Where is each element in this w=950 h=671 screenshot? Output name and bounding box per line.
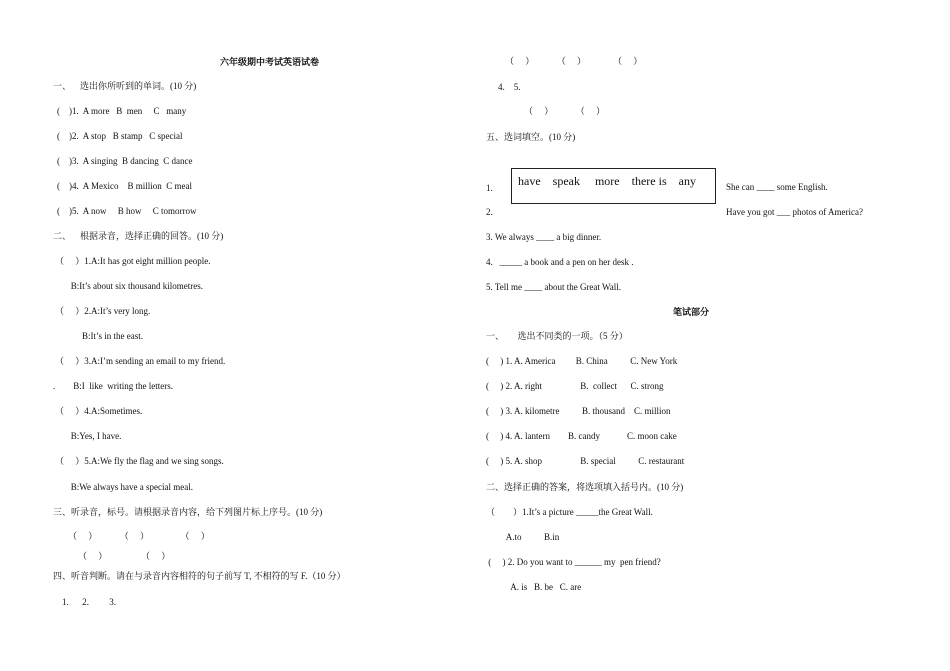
s2-line: B:It’s about six thousand kilometres.: [55, 281, 203, 291]
s2-line: （ ）4.A:Sometimes.: [55, 406, 143, 416]
w2-line: ( ) 2. Do you want to ______ my pen friend?: [486, 557, 661, 567]
s2-line: . B:I like writing the letters.: [53, 381, 173, 391]
s2-line: （ ）5.A:We fly the flag and we sing songs.: [55, 456, 224, 466]
s4-numbers: 1. 2. 3.: [62, 597, 116, 607]
w2-line: A. is B. be C. are: [486, 582, 582, 592]
s5-side-sentence: She can ____ some English.: [726, 182, 828, 192]
s2-line: （ ）3.A:I’m sending an email to my friend.: [55, 356, 226, 366]
s5-item: 4. _____ a book and a pen on her desk .: [486, 257, 634, 267]
s1-item: ( )3. A singing B dancing C dance: [57, 156, 193, 166]
s1-item: ( )1. A more B men C many: [57, 106, 187, 116]
section-1-heading: 一、 选出你所听到的单词。(10 分): [53, 81, 197, 91]
s2-line: B:We always have a special meal.: [55, 482, 193, 492]
s1-item: ( )5. A now B how C tomorrow: [57, 206, 197, 216]
s3-answer-row: （ ） （ ） （ ）: [68, 531, 210, 541]
section-2-heading: 二、 根据录音，选择正确的回答。(10 分): [53, 231, 224, 241]
section-3-heading: 三、听录音，标号。请根据录音内容，给下列图片标上序号。(10 分): [53, 507, 323, 517]
w1-item: ( ) 4. A. lantern B. candy C. moon cake: [486, 431, 677, 441]
s5-item: 3. We always ____ a big dinner.: [486, 232, 602, 242]
w1-item: ( ) 1. A. America B. China C. New York: [486, 356, 678, 366]
w1-item: ( ) 5. A. shop B. special C. restaurant: [486, 456, 685, 466]
s4-answer-row: （ ） （ ） （ ）: [505, 56, 643, 66]
s2-line: （ ）1.A:It has got eight million people.: [55, 256, 211, 266]
section-4-heading: 四、听音判断。请在与录音内容相符的句子前写 T, 不相符的写 F.（10 分）: [53, 571, 346, 581]
s5-side-sentence: Have you got ___ photos of America?: [726, 207, 863, 217]
s5-item: 1.: [486, 183, 493, 193]
s4-answer-row: （ ） （ ）: [524, 106, 606, 116]
section-5-heading: 五、选词填空。(10 分): [486, 132, 576, 142]
page-title: 六年级期中考试英语试卷: [220, 57, 320, 67]
s2-line: （ ）2.A:It’s very long.: [55, 306, 151, 316]
s1-item: ( )4. A Mexico B million C meal: [57, 181, 192, 191]
w2-line: （ ）1.It’s a picture _____the Great Wall.: [486, 507, 653, 517]
s2-line: B:Yes, I have.: [55, 431, 122, 441]
written-section-1-heading: 一、 选出不同类的一项。（5 分）: [486, 331, 628, 341]
word-bank-box: have speak more there is any: [511, 168, 716, 204]
w2-line: A.to B.in: [486, 532, 560, 542]
s2-line: B:It’s in the east.: [55, 331, 143, 341]
written-part-title: 笔试部分: [673, 307, 710, 317]
s1-item: ( )2. A stop B stamp C special: [57, 131, 183, 141]
s3-answer-row: （ ） （ ）: [78, 551, 171, 561]
w1-item: ( ) 3. A. kilometre B. thousand C. million: [486, 406, 671, 416]
s4-numbers-cont: 4. 5.: [498, 82, 521, 92]
s5-item: 2.: [486, 207, 493, 217]
s5-item: 5. Tell me ____ about the Great Wall.: [486, 282, 622, 292]
written-section-2-heading: 二、选择正确的答案，将选项填入括号内。(10 分): [486, 482, 684, 492]
w1-item: ( ) 2. A. right B. collect C. strong: [486, 381, 664, 391]
